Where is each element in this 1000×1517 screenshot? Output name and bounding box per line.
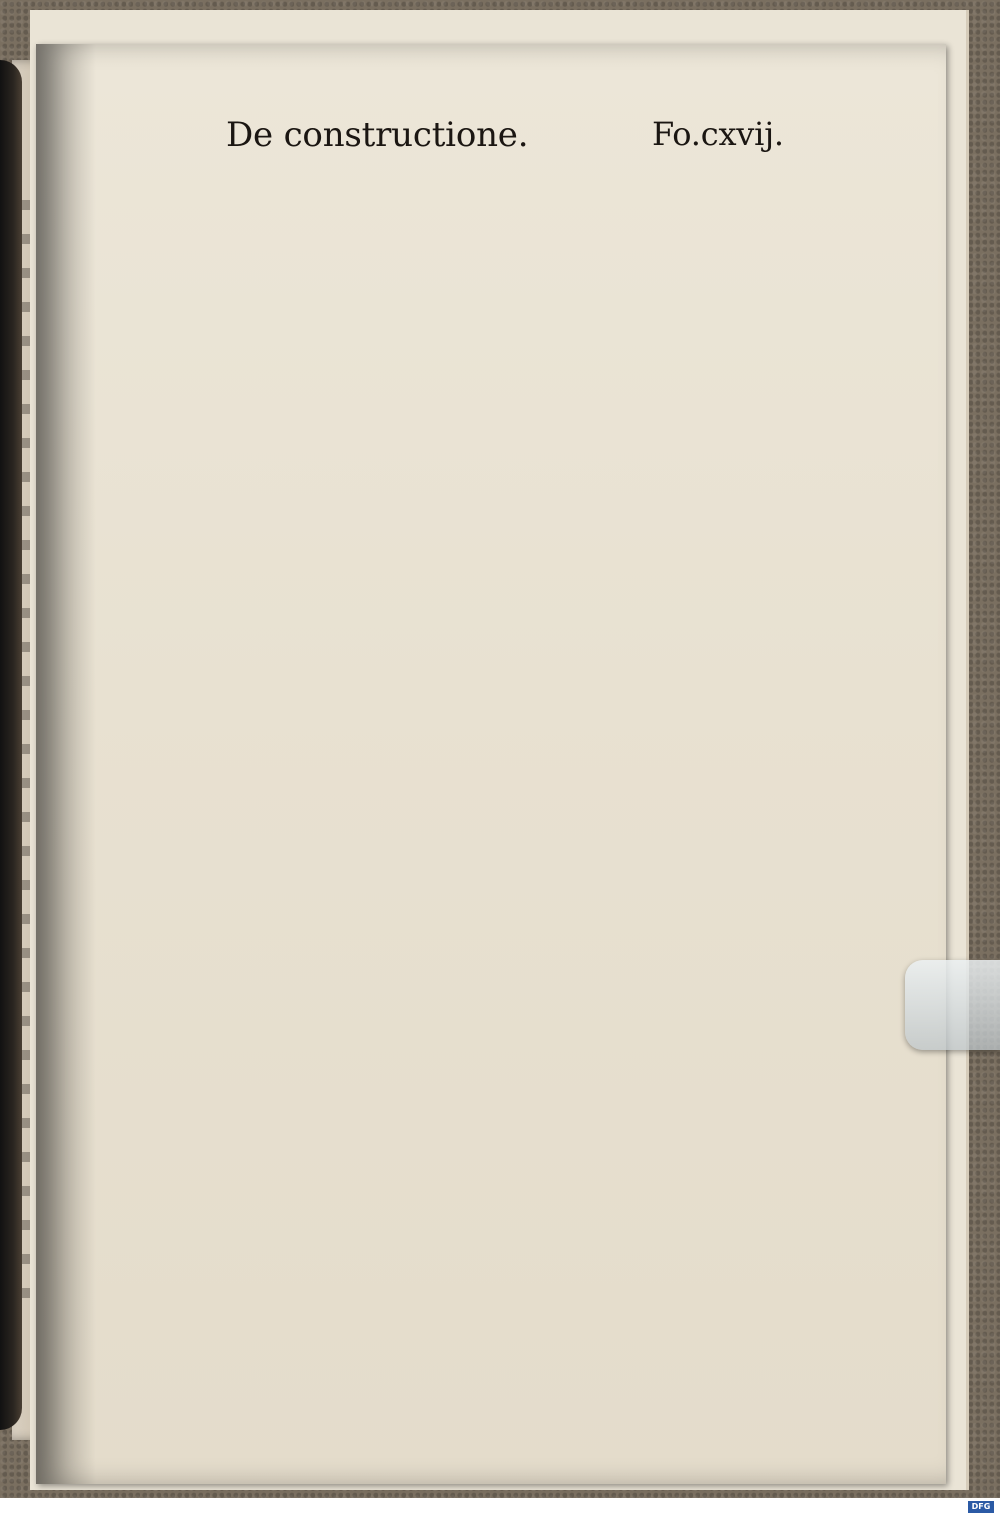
dfg-logo-icon: DFG — [968, 1501, 994, 1513]
book-spine-edge — [0, 60, 22, 1430]
page-clip — [905, 960, 1000, 1050]
gutter-shadow — [36, 44, 96, 1484]
footer-bar — [0, 1498, 1000, 1517]
book-page — [36, 44, 946, 1484]
folio-number: Fo.cxvij. — [652, 115, 784, 153]
page-header-title: De constructione. — [226, 115, 529, 155]
